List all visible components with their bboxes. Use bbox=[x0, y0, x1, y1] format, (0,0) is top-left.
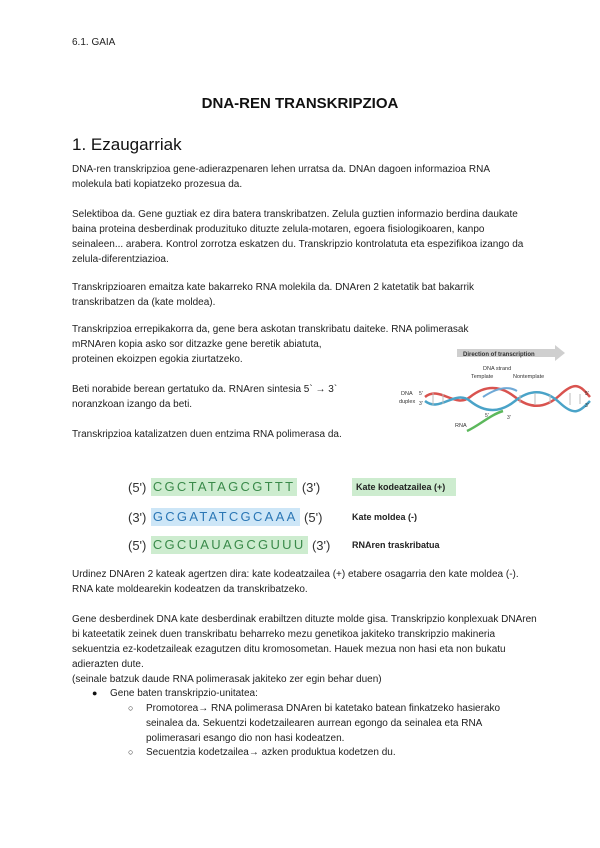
paragraph-intro: DNA-ren transkripzioa gene-adierazpenaren lehen urratsa da. DNAn dagoen informazioa RNA molekula bati kopiatzeko prozesua da. bbox=[72, 164, 490, 190]
section-heading: 1. Ezaugarriak bbox=[72, 135, 182, 154]
template-strand-label: Kate moldea (-) bbox=[352, 512, 418, 522]
paragraph-selective: Selektiboa da. Gene guztiak ez dira batera transkribatzen. Zelula guztien informazio berdina daukate baina proteina desberdinak produzituko dituzte zelula-motaren, egoera fisiologikoaren, kanpo seinaleen... arabera. Kontrol zorrotza eskatzen du. Transkripzio kontrolatuta eta espezifikoa izango da zelula-diferentziazioa. bbox=[72, 209, 524, 265]
transcription-diagram bbox=[395, 345, 595, 440]
dna-duplex-label-1: DNA bbox=[401, 391, 413, 397]
seq-left-end: (3') bbox=[128, 509, 147, 525]
paragraph-templates: Gene desberdinek DNA kate desberdinak erabiltzen dituzte molde gisa. Transkripzio konplexuak DNAren bi kateetatik zeinek duen transkribatu beharreko mezu genetikoa jakiteko transkripzio makineria sekuentzia ez-kodetzaileak ezagutzen ditu kromosometan. Hauek mezua non hasi eta non bukatu adierazten dute. bbox=[72, 614, 537, 670]
paragraph-result: Transkripzioaren emaitza kate bakarreko RNA molekila da. DNAren 2 katetatik bat bakarrik transkribatzen da (kate moldea). bbox=[72, 282, 475, 308]
rna-transcript-label: RNAren traskribatua bbox=[352, 540, 440, 550]
seq-right-end: (3') bbox=[301, 479, 321, 495]
paragraph-strands: Urdinez DNAren 2 kateak agertzen dira: kate kodeatzailea (+) etabere osagarria den kate moldea (-). RNA kate moldearekin kodeatzen da transkribatzeko. bbox=[72, 569, 519, 595]
svg-text:3': 3' bbox=[419, 401, 423, 407]
paragraph-repetitive-3: proteinen ekoizpen egokia ziurtatzeko. bbox=[72, 354, 243, 365]
rna-label: RNA bbox=[455, 423, 467, 429]
subbullet-icon: ○ bbox=[128, 703, 134, 713]
dna-strand-label: DNA strand bbox=[483, 366, 512, 372]
seq-left-end: (5') bbox=[128, 537, 147, 553]
seq-left-end: (5') bbox=[128, 479, 147, 495]
rna-transcript-sequence: CGCUAUAGCGUUU bbox=[152, 537, 306, 552]
dna-strand-blue bbox=[425, 392, 590, 411]
seq-right-end: (5') bbox=[304, 509, 323, 525]
sequence-row bbox=[128, 508, 322, 526]
svg-text:5': 5' bbox=[485, 413, 489, 419]
paragraph-repetitive-1: Transkripzioa errepikakorra da, gene bera askotan transkribatu daiteke. RNA polimerasak bbox=[72, 324, 469, 335]
bullet-icon: ● bbox=[92, 688, 98, 698]
nontemplate-label: Nontemplate bbox=[513, 374, 545, 380]
template-label: Template bbox=[471, 374, 494, 380]
dna-duplex-label-2: duplex bbox=[399, 399, 416, 405]
paragraph-signals: (seinale batzuk daude RNA polimerasak jakiteko zer egin behar duen) bbox=[72, 674, 382, 685]
direction-label: Direction of transcription bbox=[463, 352, 535, 358]
sequence-row bbox=[128, 478, 320, 496]
coding-strand-sequence: CGCTATAGCGTTT bbox=[152, 479, 296, 494]
list-subitem-promoter: Promotorea→ RNA polimerasa DNAren bi katetako batean finkatzeko hasierako seinalea da. Sekuentzi kodetzailearen aurrean egongo da seinalea eta RNA polimerasari esango dio non hasi kodeatzen. bbox=[146, 703, 501, 744]
svg-text:3': 3' bbox=[585, 403, 589, 409]
coding-strand-label: Kate kodeatzailea (+) bbox=[352, 478, 456, 496]
paragraph-repetitive-2: mRNAren kopia asko sor ditzazke gene beretik abiatuta, bbox=[72, 339, 322, 350]
list-item: Gene baten transkripzio-unitatea: bbox=[110, 688, 258, 699]
page-header: 6.1. GAIA bbox=[72, 37, 116, 48]
svg-text:3': 3' bbox=[507, 415, 511, 421]
template-strand-sequence: GCGATATCGCAAA bbox=[152, 509, 298, 524]
page-title: DNA-REN TRANSKRIPZIOA bbox=[201, 95, 399, 112]
list-subitem-coding: Secuentzia kodetzailea→ azken produktua kodetzen du. bbox=[146, 747, 396, 758]
subbullet-icon: ○ bbox=[128, 747, 134, 757]
seq-right-end: (3') bbox=[311, 537, 331, 553]
paragraph-direction-2: noranzkoan izango da beti. bbox=[72, 399, 193, 410]
svg-text:5': 5' bbox=[419, 391, 423, 397]
paragraph-direction-1: Beti norabide berean gertatuko da. RNAren sintesia 5` → 3` bbox=[72, 384, 338, 395]
sequence-row bbox=[128, 536, 330, 554]
paragraph-enzyme: Transkripzioa katalizatzen duen entzima RNA polimerasa da. bbox=[72, 429, 342, 440]
svg-text:5': 5' bbox=[585, 391, 589, 397]
